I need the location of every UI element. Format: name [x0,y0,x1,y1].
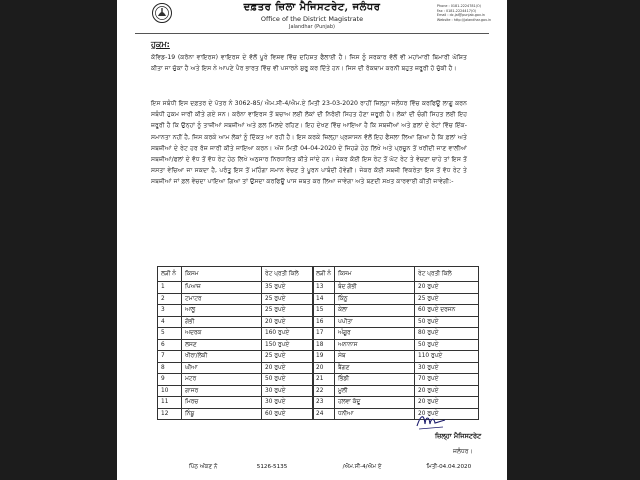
cell-item: ਮੂਲੀ [335,385,415,397]
contact-email: Email : dc.jal@punjab.gov.in [436,13,485,18]
cell-item: ਪਿਆਜ਼ [182,282,262,294]
endorsement-date: ਮਿਤੀ-04.04.2020 [426,464,472,470]
order-paragraph-rates: ਇਸ ਸਬੰਧੀ ਇਸ ਦਫ਼ਤਰ ਦੇ ਪੱਤਰ ਨੰ 3062-85/ ਐਮ.ਸੀ-4/ਐਮ.ਏ ਮਿਤੀ 23-03-2020 ਰਾਹੀਂ ਜ਼ਿਲ੍ਹਾ ਜਲੰਧਰ ਵਿੱਚ ਕਰਫਿਊ ਲਾਗੂ ਕਰਨ ਸਬੰਧੀ ਹੁਕਮ ਜਾਰੀ ਕੀਤੇ ਗਏ ਸਨ। ਕਰੋਨਾ ਵਾਇਰਸ ਤੋਂ ਬਚਾਅ ਲਈ ਲੋਕਾਂ ਦੀ ਨਿਰੋਈ ਸਿਹਤ ਹੋਣਾ ਜ਼ਰੂਰੀ ਹੈ। ਲੋਕਾਂ ਦੀ ਚੰਗੀ ਸਿਹਤ ਲਈ ਇਹ ਜ਼ਰੂਰੀ ਹੈ ਕਿ ਉਨ੍ਹਾਂ ਨੂੰ ਤਾਜ਼ੀਆਂ ਸਬਜ਼ੀਆਂ ਅਤੇ ਫ਼ਲ ਮਿਲਦੇ ਰਹਿਣ। ਇਹ ਦੇਖਣ ਵਿੱਚ ਆਇਆ ਹੈ ਕਿ ਸਬਜ਼ੀਆਂ ਅਤੇ ਫ਼ਲਾਂ ਦੇ ਰੇਟਾਂ ਵਿੱਚ ਇੱਕ-ਸਮਾਨਤਾ ਨਹੀਂ ਹੈ, ਜਿਸ ਕਰਕੇ ਆਮ ਲੋਕਾਂ ਨੂੰ ਦਿੱਕਤ ਆ ਰਹੀ ਹੈ। ਇਸ ਕਰਕੇ ਜ਼ਿਲ੍ਹਾ ਪ੍ਰਸ਼ਾਸਨ ਵੱਲੋਂ ਇਹ ਫੈਸਲਾ ਲਿਆ ਗਿਆ ਹੈ ਕਿ ਫ਼ਲਾਂ ਅਤੇ ਸਬਜ਼ੀਆਂ ਦੇ ਰੇਟ ਹਰ ਰੋਜ਼ ਜਾਰੀ ਕੀਤੇ ਜਾਇਆ ਕਰਨ। ਅੱਜ ਮਿਤੀ 04-04-2020 ਦੇ ਜਿਹੜੇ ਹੇਠ ਲਿਖੇ ਅਤੇ ਪ੍ਰਚੂਨ ਤੋਂ ਖਰੀਦੀ ਜਾਣ ਵਾਲੀਆਂ ਸਬਜ਼ੀਆਂ/ਫਲਾਂ ਦੇ ਵੱਧ ਤੋਂ ਵੱਧ ਰੇਟ ਹੇਠ ਲਿਖੇ ਅਨੁਸਾਰ ਨਿਰਧਾਰਿਤ ਕੀਤੇ ਜਾਂਦੇ ਹਨ। ਜੇਕਰ ਕੋਈ ਇਸ ਰੇਟ ਤੋਂ ਘੱਟ ਰੇਟ ਤੇ ਵੇਚਣਾ ਚਾਹੇ ਤਾਂ ਇਸ ਤੋਂ ਸਸਤਾ ਵੇਚਿਆ ਜਾ ਸਕਦਾ ਹੈ, ਪਰੰਤੂ ਇਸ ਤੋਂ ਮਹਿੰਗਾ ਸਮਾਨ ਵੇਚਣ ਤੇ ਪੂਰਨ ਪਾਬੰਦੀ ਹੋਵੇਗੀ। ਜੇਕਰ ਕੋਈ ਸਬਜ਼ੀ ਵਿਕਰੇਤਾ ਇਸ ਤੋਂ ਵੱਧ ਰੇਟ ਤੇ ਸਬਜ਼ੀਆਂ ਜਾਂ ਫ਼ਲ ਵੇਚਦਾ ਪਾਇਆ ਗਿਆ ਤਾਂ ਉਸਦਾ ਕਰਫਿਊ ਪਾਸ ਜ਼ਬਤ ਕਰ ਲਿਆ ਜਾਵੇਗਾ ਅਤੇ ਬਣਦੀ ਸਖ਼ਤ ਕਾਰਵਾਈ ਕੀਤੀ ਜਾਵੇਗੀ:- [151,100,467,186]
signatory-title: ਜ਼ਿਲ੍ਹਾ ਮੈਜਿਸਟਰੇਟ [435,432,482,440]
cell-rate: 150 ਰੁਪਏ [262,339,314,351]
cell-serial: 13 [313,282,335,294]
cell-serial: 1 [158,282,182,294]
cell-item: ਆਲੂ [182,305,262,317]
cell-rate: 60 ਰੁਪਏ ਦਰਜਨ [415,305,479,317]
column-header-item: ਕਿਸਮ [335,267,415,282]
cell-item: ਭਿੰਡੀ [335,374,415,386]
cell-serial: 4 [158,316,182,328]
table-row [313,328,479,340]
table-row [313,293,479,305]
table-row [158,374,314,386]
cell-serial: 23 [313,397,335,409]
table-row [313,362,479,374]
table-row [158,408,314,420]
cell-serial: 10 [158,385,182,397]
order-heading: ਹੁਕਮ: [151,40,170,49]
cell-rate: 20 ਰੁਪਏ [415,408,479,420]
cell-serial: 12 [158,408,182,420]
cell-serial: 17 [313,328,335,340]
table-row [313,351,479,363]
table-row [158,293,314,305]
cell-serial: 18 [313,339,335,351]
table-row [158,385,314,397]
contact-website: Website : http://jalandhar.gov.in [436,17,491,22]
table-row [313,282,479,294]
cell-rate: 110 ਰੁਪਏ [415,351,479,363]
order-paragraph-intro: ਕੋਵਿਡ-19 (ਕਰੋਨਾ ਵਾਇਰਸ) ਵਾਇਰਸ ਦੇ ਵੱਲੋਂ ਪੂਰੇ ਵਿਸ਼ਵ ਵਿੱਚ ਦਹਿਸ਼ਤ ਫੈਲਾਈ ਹੈ। ਜਿਸ ਨੂੰ ਸਰਕਾਰ ਵੱਲੋਂ ਵੀ ਮਹਾਂਮਾਰੀ ਬਿਮਾਰੀ ਘੋਸ਼ਿਤ ਕੀਤਾ ਜਾ ਚੁੱਕਾ ਹੈ ਅਤੇ ਇਸ ਨੇ ਆਪਣੇ ਪੈਰ ਭਾਰਤ ਵਿੱਚ ਵੀ ਪਸਾਰਨੇ ਸ਼ੁਰੂ ਕਰ ਦਿੱਤੇ ਹਨ। ਜਿਸ ਦੀ ਰੋਕਥਾਮ ਕਰਨੀ ਬਹੁਤ ਜ਼ਰੂਰੀ ਹੋ ਚੁੱਕੀ ਹੈ। [151,54,467,73]
order-document [117,0,507,480]
cell-item: ਅਨਾਨਾਸ [335,339,415,351]
cell-rate: 50 ਰੁਪਏ [415,316,479,328]
cell-rate: 25 ਰੁਪਏ [262,293,314,305]
cell-item: ਅੰਗੂਰ [335,328,415,340]
cell-rate: 50 ਰੁਪਏ [262,374,314,386]
cell-item: ਸੇਬ [335,351,415,363]
cell-serial: 9 [158,374,182,386]
contact-fax: Fax : 0181-2224417(O) [436,8,477,13]
cell-rate: 70 ਰੁਪਏ [415,374,479,386]
column-header-rate: ਰੇਟ ਪ੍ਰਤੀ ਕਿਲੋ [262,267,314,282]
cell-serial: 2 [158,293,182,305]
cell-serial: 6 [158,339,182,351]
cell-rate: 25 ਰੁਪਏ [415,293,479,305]
endorsement-line [189,464,489,471]
cell-rate: 20 ਰੁਪਏ [262,362,314,374]
cell-serial: 11 [158,397,182,409]
cell-item: ਮਿਰਚ [182,397,262,409]
table-row [313,397,479,409]
cell-rate: 20 ਰੁਪਏ [262,316,314,328]
endorsement-ref: /ਐਮ.ਸੀ-4/ਐਮ ਏ [342,464,382,470]
cell-rate: 20 ਰੁਪਏ [415,385,479,397]
cell-rate: 50 ਰੁਪਏ [415,339,479,351]
cell-serial: 22 [313,385,335,397]
cell-rate: 30 ਰੁਪਏ [262,385,314,397]
header-divider [135,33,489,34]
cell-serial: 7 [158,351,182,363]
column-header-item: ਕਿਸਮ [182,267,262,282]
cell-rate: 80 ਰੁਪਏ [415,328,479,340]
cell-rate: 160 ਰੁਪਏ [262,328,314,340]
cell-rate: 25 ਰੁਪਏ [262,351,314,363]
column-header-serial: ਲੜੀ ਨੰ [313,267,335,282]
price-table-right [312,266,479,420]
cell-serial: 24 [313,408,335,420]
cell-item: ਕਿੰਨੂ [335,293,415,305]
cell-item: ਮਟਰ [182,374,262,386]
endorsement-number: 5126-5135 [256,464,288,470]
cell-item: ਨਿੰਬੂ [182,408,262,420]
cell-serial: 16 [313,316,335,328]
cell-item: ਧਨੀਆ [335,408,415,420]
cell-item: ਬੈਂਗਣ [335,362,415,374]
table-row [158,328,314,340]
header-title-punjabi: ਦਫ਼ਤਰ ਜ਼ਿਲਾ ਮੈਜਿਸਟਰੇਟ, ਜਲੰਧਰ [243,2,381,13]
cell-item: ਹਲਵਾ ਕੱਦੂ [335,397,415,409]
table-row [313,374,479,386]
table-row [158,316,314,328]
price-table-left [157,266,314,420]
endorsement-label: ਪਿੰਠ ਅੰਕਣ ਨੰ [189,464,218,470]
cell-serial: 8 [158,362,182,374]
table-row [158,397,314,409]
cell-item: ਘੀਆ [182,362,262,374]
header-place: Jalandhar (Punjab) [288,24,335,30]
table-row [313,408,479,420]
table-row [313,385,479,397]
cell-item: ਲਸਣ [182,339,262,351]
cell-serial: 19 [313,351,335,363]
cell-rate: 35 ਰੁਪਏ [262,282,314,294]
table-row [158,351,314,363]
contact-phone: Phone : 0181-2224781(O) [436,4,481,8]
cell-rate: 60 ਰੁਪਏ [262,408,314,420]
cell-serial: 21 [313,374,335,386]
table-row [158,305,314,317]
header-title-english: Office of the District Magistrate [260,15,364,23]
cell-item: ਕੇਲਾ [335,305,415,317]
column-header-rate: ਰੇਟ ਪ੍ਰਤੀ ਕਿਲੋ [415,267,479,282]
signatory-place: ਜਲੰਧਰ। [453,448,473,455]
column-header-serial: ਲੜੀ ਨੰ [158,267,182,282]
table-header-row [313,267,479,282]
cell-rate: 20 ਰੁਪਏ [415,282,479,294]
cell-item: ਟਮਾਟਰ [182,293,262,305]
signature-mark-icon [415,412,447,432]
cell-serial: 20 [313,362,335,374]
cell-serial: 14 [313,293,335,305]
cell-rate: 25 ਰੁਪਏ [262,305,314,317]
cell-rate: 30 ਰੁਪਏ [262,397,314,409]
table-row [313,316,479,328]
table-row [158,282,314,294]
cell-rate: 20 ਰੁਪਏ [415,397,479,409]
cell-item: ਬੰਦ ਗੋਭੀ [335,282,415,294]
cell-serial: 5 [158,328,182,340]
cell-item: ਅਦਰਕ [182,328,262,340]
table-row [313,339,479,351]
cell-item: ਗਾਜਰ [182,385,262,397]
cell-item: ਗੋਭੀ [182,316,262,328]
table-row [313,305,479,317]
table-row [158,362,314,374]
table-header-row [158,267,314,282]
cell-item: ਖੀਰਾ/ਲੋਕੀ [182,351,262,363]
table-row [158,339,314,351]
cell-rate: 30 ਰੁਪਏ [415,362,479,374]
header-contact [437,4,491,22]
cell-serial: 15 [313,305,335,317]
cell-serial: 3 [158,305,182,317]
cell-item: ਪਪੀਤਾ [335,316,415,328]
